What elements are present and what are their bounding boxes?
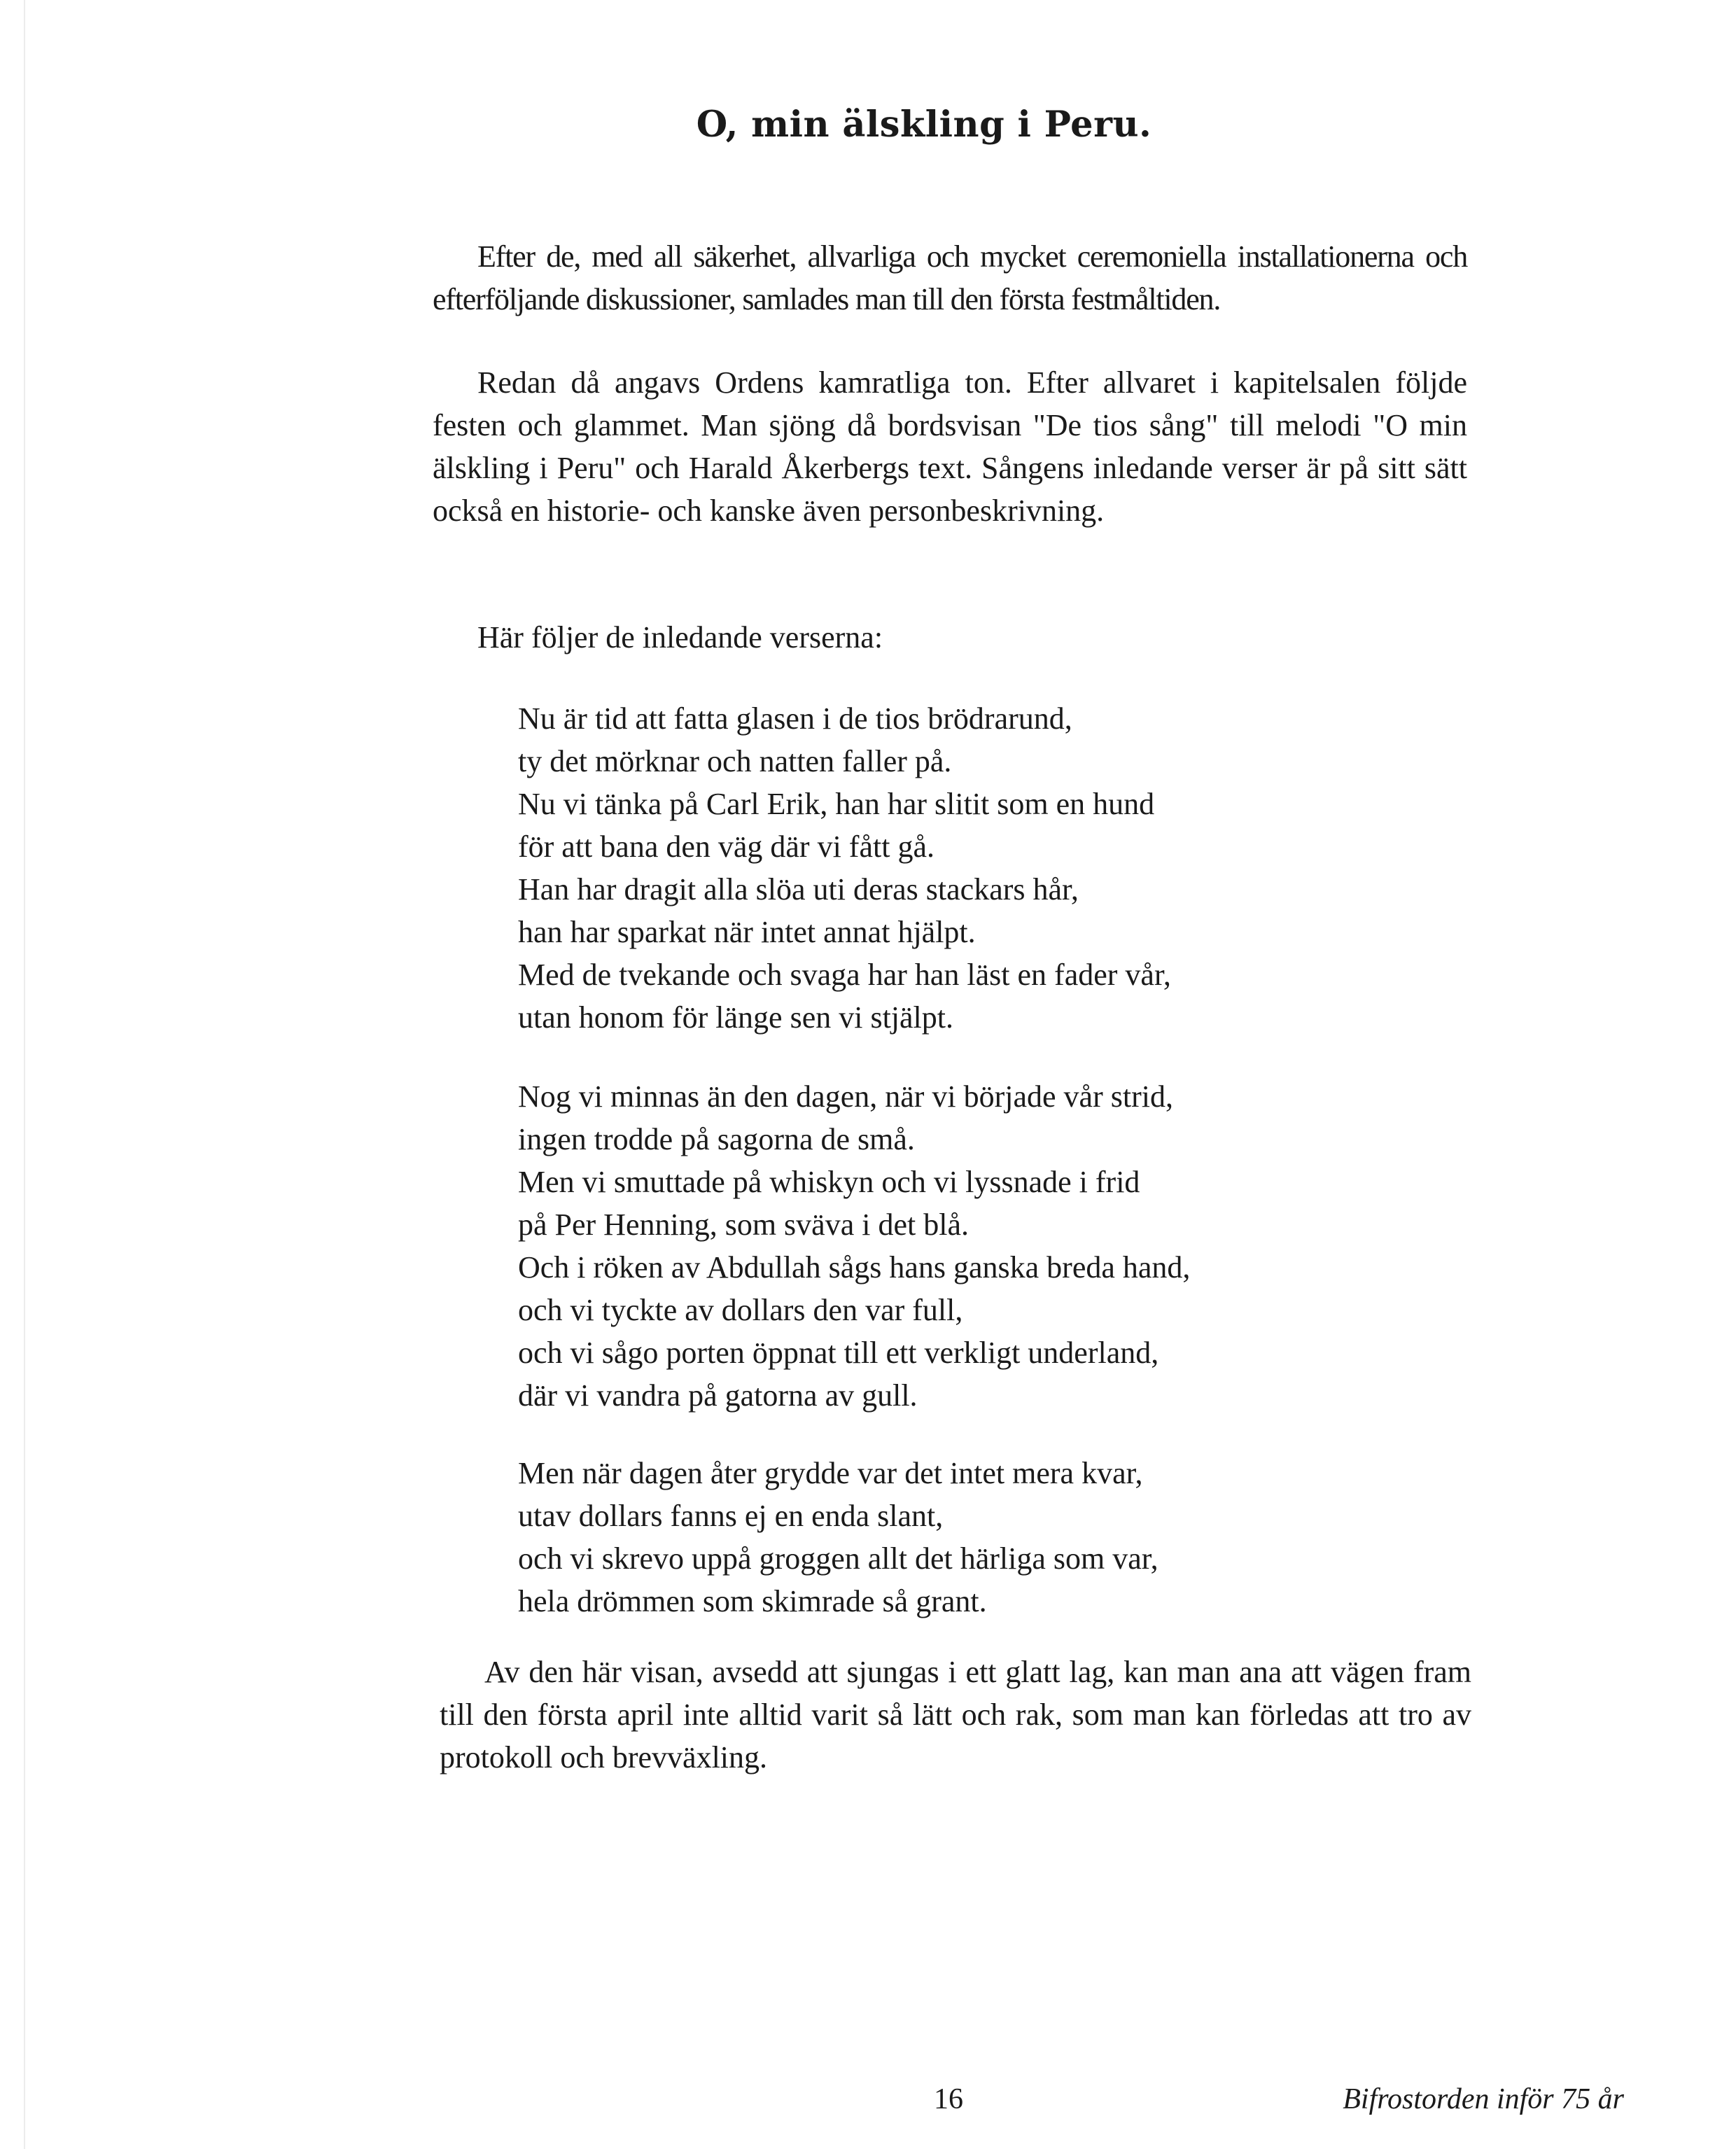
verse-line: och vi sågo porten öppnat till ett verkligt underland, <box>518 1336 1159 1370</box>
paragraph-intro <box>433 235 1467 321</box>
verse-line: utan honom för länge sen vi stjälpt. <box>518 1000 953 1035</box>
verse-line: Och i röken av Abdullah sågs hans ganska breda hand, <box>518 1250 1191 1284</box>
paragraph-intro-text: Efter de, med all säkerhet, allvarliga och mycket ceremoniella installationerna och efterföljande diskussioner, samlades man till den första festmåltiden. <box>433 239 1467 316</box>
verse-line: för att bana den väg där vi fått gå. <box>518 830 934 864</box>
paragraph-closing-text: Av den här visan, avsedd att sjungas i ett glatt lag, kan man ana att vägen fram till den första april inte alltid varit så lätt och rak, som man kan förledas att tro av protokoll och brevväxling. <box>440 1655 1471 1774</box>
verse-line: Med de tvekande och svaga har han läst en fader vår, <box>518 958 1171 992</box>
verse-line: utav dollars fanns ej en enda slant, <box>518 1499 944 1533</box>
verse-line: Nog vi minnas än den dagen, när vi började vår strid, <box>518 1079 1173 1114</box>
paragraph-verses-intro-text: Här följer de inledande verserna: <box>477 620 883 654</box>
paragraph-tone-text: Redan då angavs Ordens kamratliga ton. Efter allvaret i kapitelsalen följde festen och glammet. Man sjöng då bordsvisan "De tios sång" till melodi "O min älskling i Peru" och Harald Åkerbergs text. Sångens inledande verser är på sitt sätt också en historie- och kanske även personbeskrivning. <box>433 365 1467 528</box>
verse-line: där vi vandra på gatorna av gull. <box>518 1378 918 1413</box>
verse-1 <box>518 697 1171 1039</box>
verse-line: Nu vi tänka på Carl Erik, han har slitit som en hund <box>518 787 1155 821</box>
page-edge-rule <box>24 0 25 2149</box>
verse-line: ingen trodde på sagorna de små. <box>518 1122 915 1156</box>
paragraph-tone <box>433 361 1467 532</box>
verse-line: Han har dragit alla slöa uti deras stackars hår, <box>518 872 1079 906</box>
verse-line: och vi skrevo uppå groggen allt det härliga som var, <box>518 1541 1158 1576</box>
page-number: 16 <box>934 2083 963 2115</box>
verse-line: på Per Henning, som sväva i det blå. <box>518 1208 969 1242</box>
verse-line: hela drömmen som skimrade så grant. <box>518 1584 987 1618</box>
verse-3 <box>518 1452 1158 1623</box>
page-title: O, min älskling i Peru. <box>696 104 1152 146</box>
verse-line: Men när dagen åter grydde var det intet mera kvar, <box>518 1456 1143 1490</box>
verse-line: ty det mörknar och natten faller på. <box>518 744 952 778</box>
footer-book-title: Bifrostorden inför 75 år <box>1343 2083 1624 2115</box>
verse-line: Men vi smuttade på whiskyn och vi lyssnade i frid <box>518 1165 1140 1199</box>
verse-line: och vi tyckte av dollars den var full, <box>518 1293 963 1327</box>
verse-2 <box>518 1075 1190 1417</box>
paragraph-closing <box>440 1651 1471 1779</box>
paragraph-verses-intro <box>433 616 1467 659</box>
verse-line: han har sparkat när intet annat hjälpt. <box>518 915 976 949</box>
verse-line: Nu är tid att fatta glasen i de tios brödrarund, <box>518 701 1072 736</box>
